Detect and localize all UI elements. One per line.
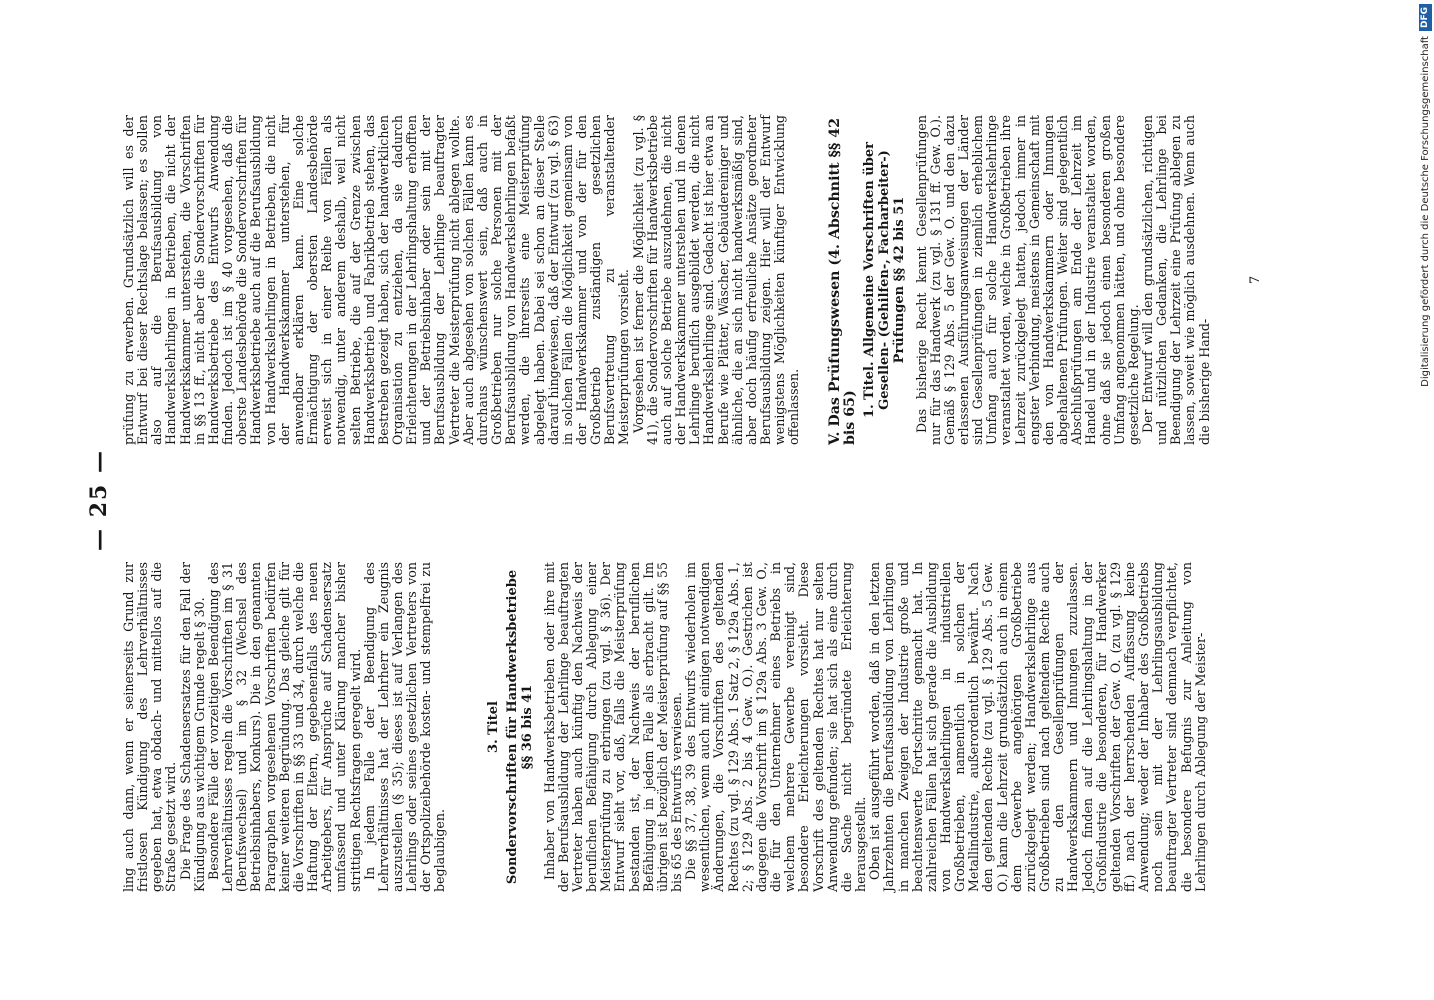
paragraph: Vorgesehen ist ferner die Möglichkeit (zu vgl. § 41), die Sondervorschriften für Handwerksbetriebe auch auf solche Betriebe auszudehnen, die nicht der Handwerkskammer unterstehen und in denen Lehrlinge beruflich ausgebildet werden, die nicht Handwerkslehrlinge sind. Gedacht ist hier etwa an Berufe wie Plätter, Wäscher, Gebäudereiniger und ähnliche, die an sich nicht handwerksmäßig sind, aber doch häufig erfreuliche Ansätze geordneter Berufsausbildung zeigen. Hier will der Entwurf wenigstens Möglichkeiten künftiger Entwicklung offenlassen. (630, 115, 802, 445)
paragraph: ling auch dann, wenn er seinerseits Grund zur fristlosen Kündigung des Lehrverhältnisses gegeben hat, etwa obdach- und mittellos auf die Straße gesetzt wird. (121, 562, 179, 892)
paragraph: Besondere Fälle der vorzeitigen Beendigung des Lehrverhältnisses regeln die Vorschriften im § 31 (Berufswechsel) und im § 32 (Wechsel des Betriebsinhabers, Konkurs). Die in den genannten Paragraphen vorgesehenen Vorschriften bedürfen keiner weiteren Begründung. Das gleiche gilt für die Vorschriften in §§ 33 und 34, durch welche die Haftung der Eltern, gegebenenfalls des neuen Arbeitgebers, für Ansprüche auf Schadensersatz umfassend und unter Klärung mancher bisher strittigen Rechtsfragen geregelt wird. (205, 562, 363, 892)
paragraph: prüfung zu erwerben. Grundsätzlich will es der Entwurf bei dieser Rechtslage belassen; es sollen also auf die Berufsausbildung von Handwerkslehrlingen in Betrieben, die nicht der Handwerkskammer unterstehen, die Vorschriften in §§ 13 ff., nicht aber die Sondervorschriften für Handwerksbetriebe des Entwurfs Anwendung finden. Jedoch ist im § 40 vorgesehen, daß die oberste Landesbehörde die Sondervorschriften für Handwerksbetriebe auch auf die Berufsausbildung von Handwerkslehrlingen in Betrieben, die nicht der Handwerkskammer unterstehen, für anwendbar erklären kann. Eine solche Ermächtigung der obersten Landesbehörde erweist sich in einer Reihe von Fällen als notwendig, unter anderem deshalb, weil nicht selten Betriebe, die auf der Grenze zwischen Handwerksbetrieb und Fabrikbetrieb stehen, das Bestreben gezeigt haben, sich der handwerklichen Organisation zu entziehen, da sie dadurch Erleichterungen in der Lehrlingshaltung erhofften und der Betriebsinhaber oder sein mit der Berufsausbildung der Lehrlinge beauftragter Vertreter die Meisterprüfung nicht ablegen wollte. Aber auch abgesehen von solchen Fällen kann es durchaus wünschenswert sein, daß auch in Großbetrieben nur solche Personen mit der Berufsausbildung von Handwerkslehrlingen befaßt werden, die ihrerseits eine Meisterprüfung abgelegt haben. Dabei sei schon an dieser Stelle darauf hingewiesen, daß der Entwurf (zu vgl. § 63) in solchen Fällen die Möglichkeit gemeinsam von der Handwerkskammer und von der für den Großbetrieb zuständigen gesetzlichen Berufsvertretung zu veranstaltender Meisterprüfungen vorsieht. (121, 115, 632, 445)
chapter-heading: V. Das Prüfungswesen (4. Abschnitt §§ 42 bis 65) (826, 117, 858, 445)
section-heading: Sondervorschriften für Handwerksbetriebe §§ 36 bis 41 (504, 569, 535, 885)
left-column (122, 562, 1208, 892)
paragraph: In jedem Falle der Beendigung des Lehrverhältnisses hat der Lehrherr ein Zeugnis auszustellen (§ 35); dieses ist auf Verlangen des Lehrlings oder seines gesetzlichen Vertreters von der Ortspolizeibehörde kosten- und stempelfrei zu beglaubigen. (361, 562, 448, 892)
paragraph: Die Frage des Schadensersatzes für den Fall der Kündigung aus wichtigem Grunde regelt § 30. (177, 562, 207, 892)
paragraph: Das bisherige Recht kennt Gesellenprüfungen nur für das Handwerk (zu vgl. § 131 ff. Gew. O.). Gemäß § 129 Abs. 5 der Gew. O. und den dazu erlassenen Ausführungsanweisungen der Länder sind Gesellenprüfungen in ziemlich erheblichem Umfang auch für solche Handwerkslehrlinge veranstaltet worden, welche in Großbetrieben ihre Lehrzeit zurückgelegt hatten, jedoch immer in engster Verbindung, meistens in Gemeinschaft mit den von Handwerkskammern oder Innungen abgehaltenen Prüfungen. Weiter sind gelegentlich Abschlußprüfungen am Ende der Lehrzeit im Handel und in der Industrie veranstaltet worden, ohne daß sie jedoch einen besonderen großen Umfang angenommen hätten, und ohne besondere gesetzliche Regelung. (913, 115, 1141, 445)
paragraph: Die §§ 37, 38, 39 des Entwurfs wiederholen im wesentlichen, wenn auch mit einigen notwendigen Änderungen, die Vorschriften des geltenden Rechtes (zu vgl. § 129 Abs. 1 Satz 2, § 129a Abs. 1, 2; § 129 Abs. 2 bis 4 Gew. O.). Gestrichen ist dagegen die Vorschrift im § 129a Abs. 3 Gew. O., die für den Unternehmer eines Betriebs in welchem mehrere Gewerbe vereinigt sind, besondere Erleichterungen vorsieht. Diese Vorschrift des geltenden Rechtes hat nur selten Anwendung gefunden; sie hat sich als eine durch die Sache nicht begründete Erleichterung herausgestellt. (683, 562, 869, 892)
paragraph: Inhaber von Handwerksbetrieben oder ihre mit der Berufsausbildung der Lehrlinge beauftragten Vertreter haben auch künftig den Nachweis der beruflichen Befähigung durch Ablegung einer Meisterprüfung zu erbringen (zu vgl. § 36). Der Entwurf sieht vor, daß, falls die Meisterprüfung bestanden ist, der Nachweis der beruflichen Befähigung in jedem Falle als erbracht gilt. Im übrigen ist bezüglich der Meisterprüfung auf §§ 55 bis 65 des Entwurfs verwiesen. (541, 562, 684, 892)
folio-number: 7 (1248, 275, 1263, 285)
credit-text: Digitalisierung gefördert durch die Deutsche Forschungsgemeinschaft (1419, 36, 1431, 387)
dfg-logo: DFG (1419, 4, 1432, 31)
title-number: 3. Titel (485, 701, 501, 753)
section-heading: 1. Titel. Allgemeine Vorschriften über Gesellen- (Gehilfen-, Facharbeiter-) Prüfungen §§ 42 bis 51 (861, 142, 907, 418)
paragraph: Oben ist ausgeführt worden, daß in den letzten Jahrzehnten die Berufsausbildung von Lehrlingen in manchen Zweigen der Industrie große und beachtenswerte Fortschritte gemacht hat. In zahlreichen Fällen hat sich gerade die Ausbildung von Handwerkslehrlingen in industriellen Großbetrieben, namentlich in solchen der Metallindustrie, außerordentlich bewährt. Nach den geltenden Rechte (zu vgl. § 129 Abs. 5 Gew. O.) kann die Lehrzeit grundsätzlich auch in einem dem Gewerbe angehörigen Großbetriebe zurückgelegt werden; Handwerkslehrlinge aus Großbetrieben sind nach geltendem Rechte auch zu den Gesellenprüfungen der Handwerkskammern und Innungen zuzulassen. Jedoch finden auf die Lehrlingshaltung in der Großindustrie die besonderen, für Handwerker geltenden Vorschriften der Gew. O. (zu vgl. § 129 ff.) nach der herrschenden Auffassung keine Anwendung; weder der Inhaber des Großbetriebs noch sein mit der Lehrlingsausbildung beauftragter Vertreter sind demnach verpflichtet, die besondere Befugnis zur Anleitung von Lehrlingen durch Ablegung der Meister- (867, 562, 1208, 892)
credit-strip (1416, 0, 1434, 1000)
right-column (122, 115, 1212, 445)
page-number: — 25 — (86, 449, 112, 551)
paragraph: Der Entwurf will den grundsätzlichen, richtigen und nützlichen Gedanken, die Lehrlinge bei Beendigung der Lehrzeit eine Prüfung ablegen zu lassen, soweit wie möglich ausdehnen. Wenn auch die bisherige Hand- (1140, 115, 1212, 445)
